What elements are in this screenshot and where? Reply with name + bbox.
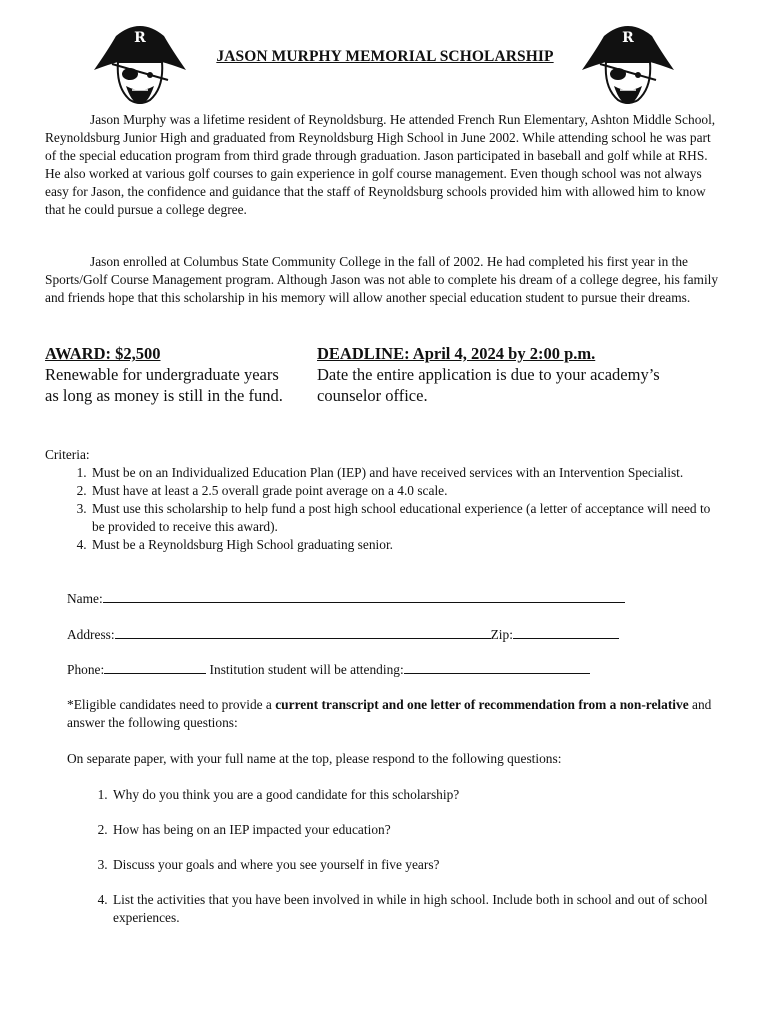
name-field[interactable] [103,590,625,603]
award-text: Renewable for undergraduate years as long as money is still in the fund. [45,365,283,405]
eligible-bold: current transcript and one letter of recommendation from a non-relative [275,697,689,712]
criteria-item: 1. Must be on an Individualized Education Plan (IEP) and have received services with an Intervention Specialist. [90,464,725,482]
zip-field[interactable] [513,626,619,639]
deadline-heading: DEADLINE: April 4, 2024 by 2:00 p.m. [317,344,596,363]
deadline-section [317,343,717,406]
question-item: 3. Discuss your goals and where you see yourself in five years? [111,856,727,874]
question-item: 2. How has being on an IEP impacted your education? [111,821,727,839]
deadline-text: Date the entire application is due to your academy’s counselor office. [317,365,660,405]
criteria-list [45,464,725,554]
award-heading: AWARD: $2,500 [45,344,161,363]
award-section [45,343,295,406]
address-row [67,626,619,644]
eligible-suffix: and answer the following questions: [67,697,712,730]
criteria-item: 2. Must have at least a 2.5 overall grade point average on a 4.0 scale. [90,482,725,500]
address-field[interactable] [115,626,491,639]
page-title: JASON MURPHY MEMORIAL SCHOLARSHIP [216,48,554,65]
question-item: 4. List the activities that you have been involved in while in high school. Include both in school and out of school experiences. [111,891,727,927]
criteria-label: Criteria: [45,447,90,462]
phone-row [67,661,590,679]
address-label: Address: [67,627,115,642]
name-row [67,590,625,608]
criteria-item: 4. Must be a Reynoldsburg High School graduating senior. [90,536,725,554]
institution-field[interactable] [404,661,590,674]
questions-list [67,786,727,927]
logo-letter: R [134,30,146,46]
bio-paragraph-1 [45,111,725,219]
criteria-section [45,446,725,554]
bio-paragraph-2 [45,253,725,307]
eligibility-note [67,696,727,732]
criteria-item: 3. Must use this scholarship to help fund a post high school educational experience (a letter of acceptance will need to be provided to receive this award). [90,500,725,536]
instructions: On separate paper, with your full name at the top, please respond to the following questions: [67,751,562,766]
institution-label: Institution student will be attending: [206,662,404,677]
name-label: Name: [67,591,103,606]
phone-field[interactable] [104,661,206,674]
bio-paragraph-2-text: Jason enrolled at Columbus State Community College in the fall of 2002. He had completed his first year in the Sports/Golf Course Management program. Although Jason was not able to complete his dream of a college degree, his family and friends hope that this scholarship in his memory will allow another special education student to pursue their dreams. [45,254,719,305]
zip-label: Zip: [490,627,513,642]
bio-paragraph-1-text: Jason Murphy was a lifetime resident of Reynoldsburg. He attended French Run Elementary, Ashton Middle School, Reynoldsburg Junior High and graduated from Reynoldsburg High School in June 2002. While attending school he was part of the special education program from third grade through graduation. Jason participated in baseball and golf while at RHS. He also worked at various golf courses to gain experience in golf course management. Even though school was not always easy for Jason, the confidence and guidance that the staff of Reynoldsburg schools provided him with allowed him to know that he could pursue a college degree. [45,112,716,217]
eligible-prefix: *Eligible candidates need to provide a [67,697,276,712]
questions-section [67,786,727,944]
logo-letter: R [622,30,634,46]
question-item: 1. Why do you think you are a good candidate for this scholarship? [111,786,727,804]
phone-label: Phone: [67,662,105,677]
